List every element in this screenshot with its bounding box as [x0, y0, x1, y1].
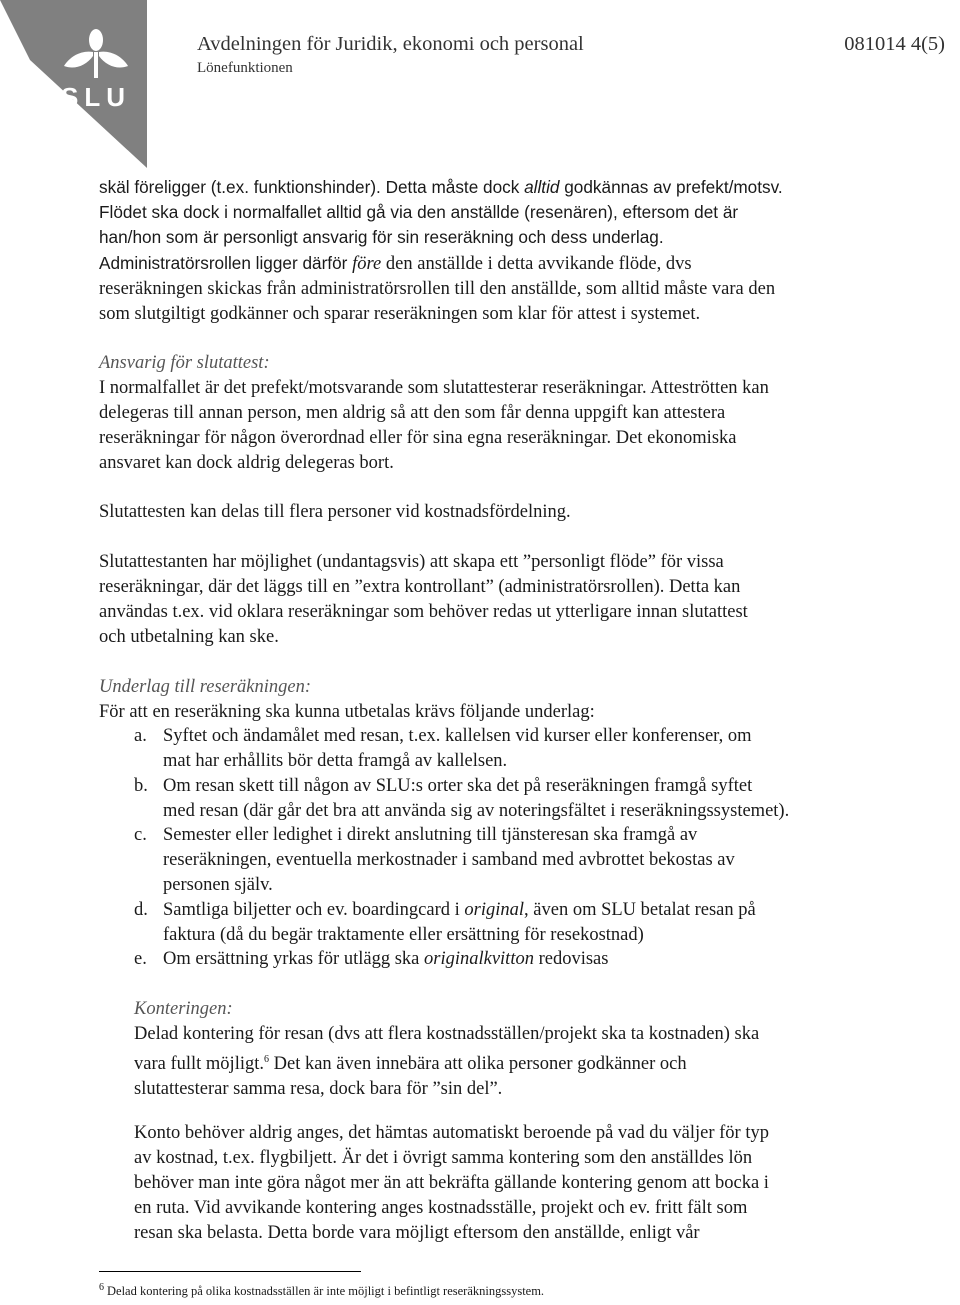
kontering-paragraph-1 [134, 1022, 934, 1102]
text-line: och utbetalning kan ske. [99, 627, 279, 647]
text-line: personen själv. [163, 875, 273, 895]
text-line: vara fullt möjligt.$^6$ Det kan även innebära att olika personer godkänner och [134, 1054, 687, 1074]
text-line: reseräkningen skickas från administratörsrollen till den anställde, som alltid måste vara den [99, 279, 776, 299]
slutattest-paragraph-1 [99, 376, 899, 476]
footnote-reference[interactable]: 6 [264, 1054, 269, 1065]
department-title: Avdelningen för Juridik, ekonomi och personal [197, 33, 584, 55]
text-line: med resan (där går det bra att använda sig av noteringsfältet i reseräkningssystemet). [163, 801, 790, 821]
admin-role-paragraph [99, 251, 899, 327]
footnote-separator [99, 1271, 361, 1272]
underlag-intro [99, 700, 899, 725]
text-line: Administratörsrollen ligger därför före den anställde i detta avvikande flöde, dvs [99, 253, 692, 274]
text-line: Om resan skett till någon av SLU:s orter ska det på reseräkningen framgå syftet [163, 776, 753, 796]
document-reference: 081014 4(5) [844, 33, 945, 55]
section-heading-kontering: Konteringen: [134, 999, 233, 1019]
footnote-number: 6 [99, 1282, 104, 1293]
slu-logo [0, 0, 150, 168]
list-marker: e. [134, 949, 147, 969]
text-line: han/hon som är personligt ansvarig för sin reseräkning och dess underlag. [99, 227, 664, 247]
text-line: För att en reseräkning ska kunna utbetalas krävs följande underlag: [99, 702, 595, 722]
text-line: slutattesterar samma resa, dock bara för ”sin del”. [134, 1079, 503, 1099]
list-marker: d. [134, 900, 148, 920]
text-line: reseräkningen, eventuella merkostnader i samband med avbrottet bekostas av [163, 850, 735, 870]
text-line: Slutattesten kan delas till flera personer vid kostnadsfördelning. [99, 502, 571, 522]
intro-paragraph [99, 175, 899, 250]
footnote-text: Delad kontering på olika kostnadsställen är inte möjligt i befintligt reseräkningssystem. [107, 1284, 545, 1298]
text-line: Om ersättning yrkas för utlägg ska originalkvitton redovisas [163, 949, 609, 969]
list-marker: c. [134, 825, 147, 845]
text-line: Slutattestanten har möjlighet (undantagsvis) att skapa ett ”personligt flöde” för vissa [99, 552, 724, 572]
slutattest-paragraph-2 [99, 500, 899, 525]
section-heading-slutattest: Ansvarig för slutattest: [99, 353, 270, 373]
text-line: skäl föreligger (t.ex. funktionshinder). Detta måste dock alltid godkännas av prefekt/motsv. [99, 177, 783, 197]
text-line: Flödet ska dock i normalfallet alltid gå via den anställde (resenären), eftersom det är [99, 202, 739, 222]
text-line: Konto behöver aldrig anges, det hämtas automatiskt beroende på vad du väljer för typ [134, 1123, 769, 1143]
logo-text: SLU [61, 82, 131, 112]
text-line: ansvaret kan dock aldrig delegeras bort. [99, 453, 394, 473]
text-line: reseräkningar, där det läggs till en ”extra kontrollant” (administratörsrollen). Detta kan [99, 577, 741, 597]
text-line: Semester eller ledighet i direkt anslutning till tjänsteresan ska framgå av [163, 825, 698, 845]
slutattest-paragraph-3 [99, 550, 899, 650]
list-marker: b. [134, 776, 148, 796]
text-line: mat har erhållits bör detta framgå av kallelsen. [163, 751, 508, 771]
text-line: I normalfallet är det prefekt/motsvarande som slutattesterar reseräkningar. Atteströtten kan [99, 378, 769, 398]
text-line: Samtliga biljetter och ev. boardingcard i original, även om SLU betalat resan på [163, 900, 756, 920]
text-line: användas t.ex. vid oklara reseräkningar som behöver redas ut ytterligare innan slutattest [99, 602, 748, 622]
text-line: som slutgiltigt godkänner och sparar reseräkningen som klar för attest i systemet. [99, 304, 701, 324]
footnote [99, 1282, 544, 1299]
section-heading-underlag: Underlag till reseräkningen: [99, 677, 312, 697]
kontering-paragraph-2 [134, 1121, 934, 1246]
text-line: behöver man inte göra något mer än att bekräfta gällande kontering genom att bocka i [134, 1173, 769, 1193]
text-line: faktura (då du begär traktamente eller ersättning för resekostnad) [163, 925, 644, 945]
unit-title: Lönefunktionen [197, 60, 293, 76]
list-marker: a. [134, 726, 147, 746]
text-line: av kostnad, t.ex. flygbiljett. Är det i övrigt samma kontering som den anställdes lön [134, 1148, 753, 1168]
text-line: Syftet och ändamålet med resan, t.ex. kallelsen vid kurser eller konferenser, om [163, 726, 752, 746]
text-line: en ruta. Vid avvikande kontering anges kostnadsställe, projekt och ev. fritt fält som [134, 1198, 748, 1218]
text-line: delegeras till annan person, men aldrig så att den som får denna uppgift kan attestera [99, 403, 726, 423]
text-line: resan ska belasta. Detta borde vara möjligt eftersom den anställde, enligt vår [134, 1223, 700, 1243]
text-line: Delad kontering för resan (dvs att flera kostnadsställen/projekt ska ta kostnaden) ska [134, 1024, 760, 1044]
text-line: reseräkningar för någon överordnad eller för sina egna reseräkningar. Det ekonomiska [99, 428, 737, 448]
